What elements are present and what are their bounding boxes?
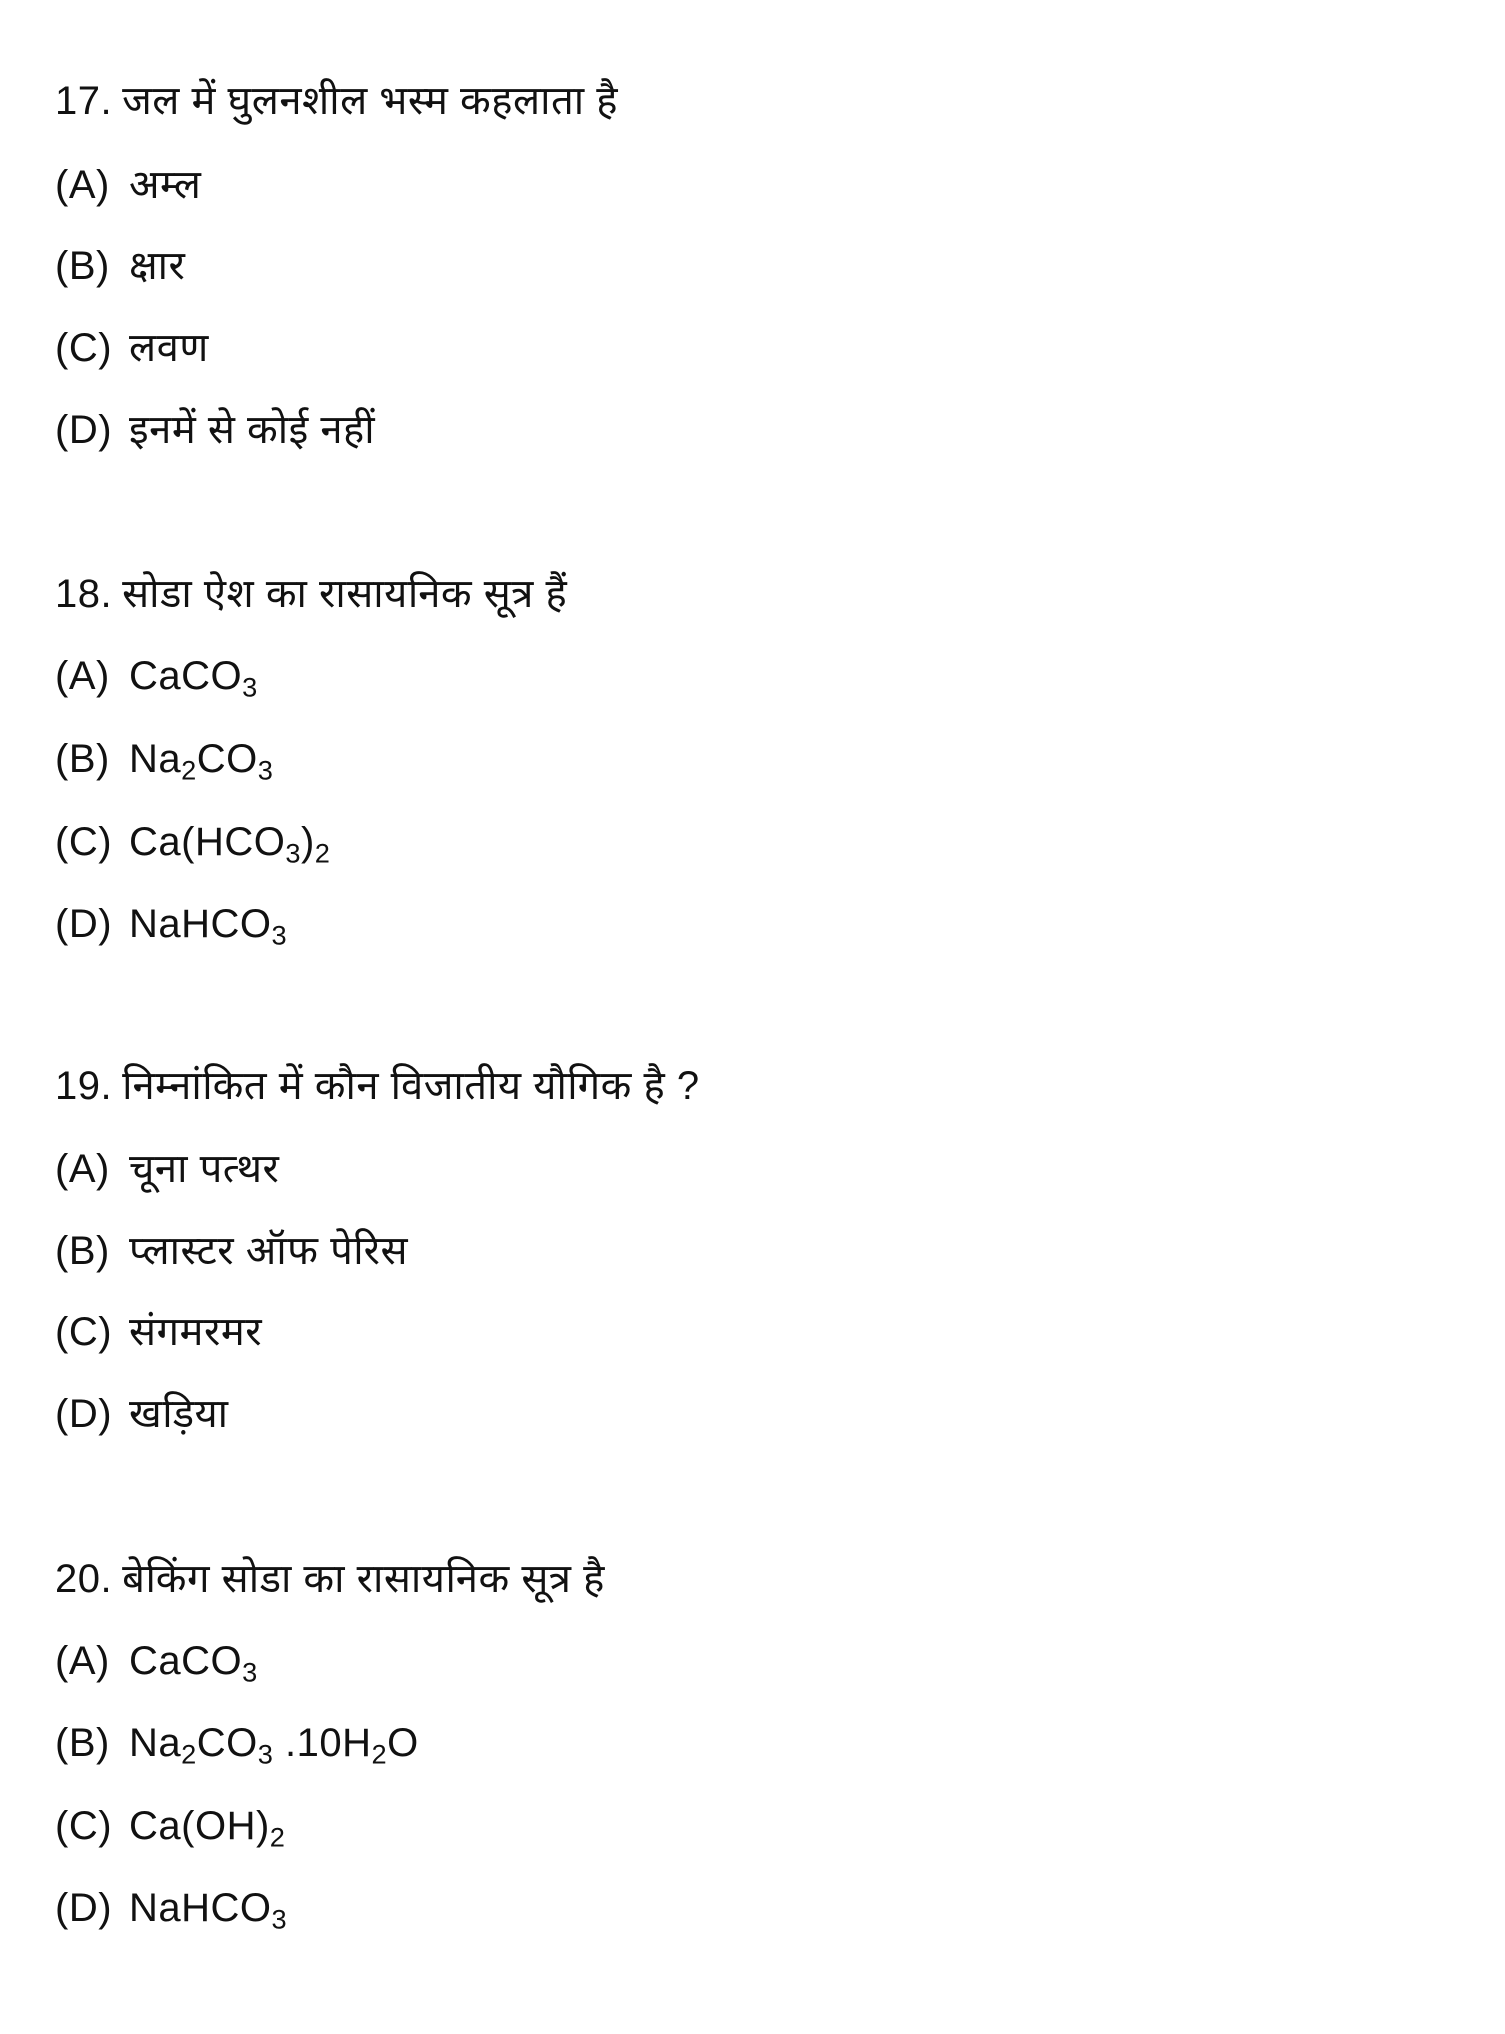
option-label: (B): [55, 1721, 110, 1765]
option-label: (B): [55, 737, 110, 781]
option-20-d: [55, 1883, 287, 1933]
option-text: संगमरमर: [129, 1310, 263, 1354]
question-text: निम्नांकित में कौन विजातीय यौगिक है ?: [122, 1064, 700, 1108]
option-label: (A): [55, 654, 110, 698]
option-label: (D): [55, 408, 113, 452]
formula: NaHCO$_3$: [129, 1886, 288, 1935]
option-label: (C): [55, 1310, 113, 1354]
option-label: (D): [55, 1886, 113, 1930]
option-label: (A): [55, 163, 110, 207]
option-18-a: [55, 651, 258, 701]
option-text: खड़िया: [129, 1392, 229, 1436]
option-text: चूना पत्थर: [129, 1147, 280, 1191]
option-19-a: [55, 1144, 279, 1194]
option-18-c: [55, 817, 330, 867]
question-text: बेकिंग सोडा का रासायनिक सूत्र है: [122, 1557, 605, 1601]
option-label: (C): [55, 326, 113, 370]
question-text: सोडा ऐश का रासायनिक सूत्र हैं: [122, 572, 568, 616]
question-number: 17.: [55, 79, 113, 123]
question-number: 19.: [55, 1064, 113, 1108]
option-text: प्लास्टर ऑफ पेरिस: [129, 1229, 409, 1273]
question-20: [55, 1554, 605, 1604]
option-19-d: [55, 1389, 229, 1439]
formula: $Na_2CO_3$ $.10H_2O$: [129, 1721, 419, 1770]
question-19: [55, 1061, 700, 1111]
option-20-c: [55, 1801, 285, 1851]
option-17-d: [55, 405, 375, 455]
option-label: (A): [55, 1639, 110, 1683]
formula: NaHCO$_3$: [129, 902, 288, 951]
question-17: [55, 76, 618, 126]
option-label: (B): [55, 244, 110, 288]
question-18: [55, 569, 567, 619]
option-label: (A): [55, 1147, 110, 1191]
option-17-a: [55, 160, 201, 210]
option-text: क्षार: [129, 244, 186, 288]
option-text: इनमें से कोई नहीं: [129, 408, 376, 452]
option-label: (B): [55, 1229, 110, 1273]
formula: $Ca(HCO_3)_2$: [129, 820, 331, 869]
formula: CaCO$_3$: [129, 1639, 258, 1688]
option-label: (C): [55, 1804, 113, 1848]
option-19-c: [55, 1307, 262, 1357]
option-19-b: [55, 1226, 408, 1276]
option-20-a: [55, 1636, 258, 1686]
option-20-b: [55, 1718, 419, 1768]
formula: $Ca(OH)_2$: [129, 1804, 286, 1853]
option-18-b: [55, 734, 273, 784]
formula: $Na_2CO_3$: [129, 737, 274, 786]
option-18-d: [55, 899, 287, 949]
option-17-c: [55, 323, 209, 373]
option-17-b: [55, 241, 185, 291]
option-label: (C): [55, 820, 113, 864]
option-label: (D): [55, 1392, 113, 1436]
formula: CaCO$_3$: [129, 654, 258, 703]
question-number: 18.: [55, 572, 113, 616]
question-text: जल में घुलनशील भस्म कहलाता है: [122, 79, 618, 123]
option-text: अम्ल: [129, 163, 202, 207]
option-text: लवण: [129, 326, 209, 370]
option-label: (D): [55, 902, 113, 946]
question-number: 20.: [55, 1557, 113, 1601]
